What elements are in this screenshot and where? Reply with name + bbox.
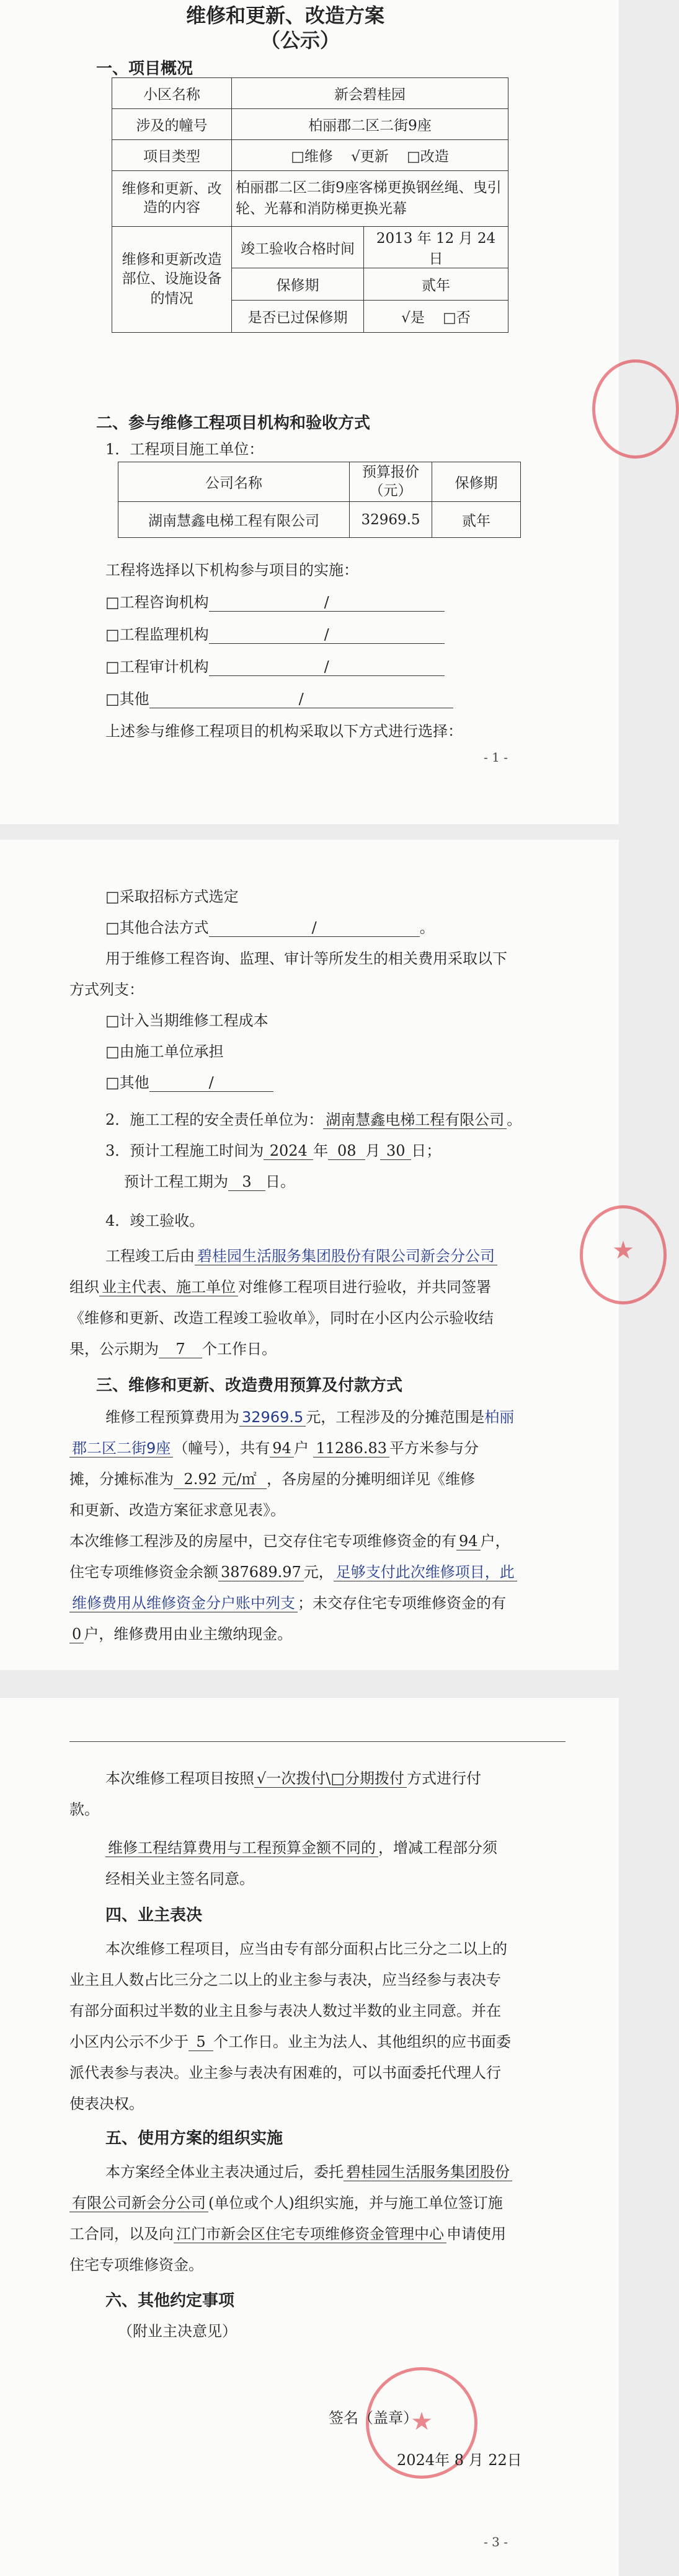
- acceptance-participants: 业主代表、施工单位: [99, 1278, 238, 1296]
- vote-line2: 业主且人数占比三分之二以上的业主参与表决，应当经参与表决专: [69, 1971, 501, 1989]
- contractor-budget: 32969.5: [350, 502, 432, 538]
- pay-option-cost: □计入当期维修工程成本: [105, 1012, 268, 1029]
- vote-line1: 本次维修工程项目，应当由专有部分面积占比三分之二以上的: [105, 1940, 507, 1958]
- schedule-year: 2024: [264, 1142, 313, 1160]
- org-line3: 工合同，以及向 江门市新会区住宅专项维修资金管理中心 申请使用: [69, 2225, 506, 2243]
- fund-balance: 387689.97: [218, 1563, 304, 1581]
- pay-option-other-blank: /: [149, 1074, 273, 1092]
- acceptance-date-value: 2013 年 12 月 24 日: [364, 227, 508, 268]
- section-3-title: 三、维修和更新、改造费用预算及付款方式: [96, 1376, 403, 1395]
- option-tender: □采取招标方式选定: [105, 888, 239, 905]
- acceptance-line4: 果，公示期为 7 个工作日。: [69, 1340, 277, 1358]
- budget-header: 预算报价（元）: [350, 462, 432, 502]
- settlement-line1: 维修工程结算费用与工程预算金额不同的 ，增减工程部分须: [105, 1835, 497, 1857]
- org-consulting: □工程咨询机构 /: [105, 590, 445, 612]
- households-count: 94: [270, 1440, 294, 1457]
- company-name-header: 公司名称: [118, 462, 350, 502]
- contractor-table: [118, 462, 521, 538]
- org-line2: 有限公司新会分公司 (单位或个人)组织实施，并与施工单位签订施: [69, 2191, 503, 2212]
- project-type-options: [232, 140, 508, 171]
- type-option-repair: □维修: [291, 149, 333, 165]
- work-content-label: 维修和更新、改造的内容: [112, 171, 232, 227]
- red-seal-stamp: ★: [580, 1205, 667, 1304]
- vote-line3: 有部分面积过半数的业主且参与表决人数过半数的业主同意。并在: [69, 2002, 501, 2020]
- option-other-method-blank: /: [209, 919, 420, 937]
- payment-line1: 本次维修工程项目按照 √一次拨付\□分期拨付 方式进行付: [105, 1770, 482, 1787]
- document-title: 维修和更新、改造方案: [186, 4, 385, 27]
- acceptance-organizer: 碧桂园生活服务集团股份有限公司新会分公司: [195, 1247, 497, 1265]
- org-audit-blank: /: [209, 658, 445, 676]
- pay-option-contractor: □由施工单位承担: [105, 1043, 224, 1060]
- option-other-method: □其他合法方式 / 。: [105, 919, 435, 936]
- warranty-expired-options: [364, 301, 508, 333]
- budget-line5: 本次维修工程涉及的房屋中，已交存住宅专项维修资金的有 94 户，: [69, 1532, 510, 1550]
- section-1-title: 一、项目概况: [96, 59, 193, 78]
- budget-line3: 摊，分摊标准为 2.92 元/㎡ ，各房屋的分摊明细详见《维修: [69, 1467, 475, 1489]
- acceptance-line3: 《维修和更新、改造工程竣工验收单》，同时在小区内公示验收结: [69, 1309, 494, 1327]
- org-audit: □工程审计机构 /: [105, 654, 445, 676]
- red-seal-stamp: [592, 359, 679, 459]
- payment-line2: 款。: [69, 1801, 99, 1818]
- schedule-month: 08: [328, 1142, 365, 1160]
- signature-label: 签名（盖章）: [329, 2409, 418, 2427]
- signature-date: 2024年 8 月 22日: [397, 2451, 522, 2469]
- budget-line8: 0 户，维修费用由业主缴纳现金。: [69, 1622, 292, 1643]
- schedule-line: 3．预计工程施工时间为 2024 年 08 月 30 日；: [105, 1142, 442, 1159]
- project-overview-table: [112, 77, 508, 333]
- expired-no: □否: [443, 310, 471, 326]
- org-supervision: □工程监理机构 /: [105, 622, 445, 644]
- selection-method-line: 上述参与维修工程项目的机构采取以下方式进行选择：: [105, 723, 463, 740]
- org-line4: 住宅专项维修资金。: [69, 2256, 203, 2274]
- contractor-heading: 1．工程项目施工单位：: [105, 441, 264, 458]
- acceptance-heading: 4．竣工验收。: [105, 1212, 205, 1229]
- acceptance-line2: 组织 业主代表、施工单位 对维修工程项目进行验收，并共同签署: [69, 1278, 491, 1296]
- red-seal-stamp: ★: [366, 2367, 477, 2479]
- page-3: [0, 1698, 619, 2576]
- type-option-update: √更新: [351, 149, 389, 165]
- vote-line4: 小区内公示不少于 5 个工作日。业主为法人、其他组织的应书面委: [69, 2033, 511, 2051]
- contractor-warranty: 贰年: [432, 502, 521, 538]
- warranty-header: 保修期: [432, 462, 521, 502]
- section-5-title: 五、使用方案的组织实施: [105, 2129, 283, 2148]
- section-6-title: 六、其他约定事项: [105, 2292, 235, 2310]
- type-option-renovate: □改造: [407, 149, 449, 165]
- document-subtitle: （公示）: [260, 29, 340, 52]
- vote-publicity-days: 5: [189, 2033, 213, 2051]
- acceptance-line1: 工程竣工后由 碧桂园生活服务集团股份有限公司新会分公司: [105, 1244, 497, 1265]
- unfunded-households: 0: [69, 1625, 84, 1643]
- fee-paragraph-line1: 用于维修工程咨询、监理、审计等所发生的相关费用采取以下: [105, 950, 507, 967]
- community-name-label: 小区名称: [112, 78, 232, 109]
- fee-paragraph-line2: 方式列支：: [69, 981, 144, 998]
- community-name-value: 新会碧桂园: [232, 78, 508, 109]
- budget-amount: 32969.5: [239, 1409, 306, 1426]
- building-no-value: 柏丽郡二区二街9座: [232, 109, 508, 140]
- safety-unit-line: 2．施工工程的安全责任单位为： 湖南慧鑫电梯工程有限公司 。: [105, 1111, 522, 1128]
- org-consulting-blank: /: [209, 594, 445, 612]
- page-number-1: - 1 -: [484, 750, 508, 765]
- safety-unit-value: 湖南慧鑫电梯工程有限公司: [323, 1111, 507, 1129]
- budget-scope: 郡二区二街9座: [69, 1440, 173, 1457]
- org-other-blank: /: [149, 690, 453, 708]
- budget-line4: 和更新、改造方案征求意见表》。: [69, 1501, 285, 1519]
- building-no-label: 涉及的幢号: [112, 109, 232, 140]
- org-other: □其他 /: [105, 687, 453, 708]
- acceptance-date-label: 竣工验收合格时间: [232, 227, 364, 268]
- vote-line6: 使表决权。: [69, 2095, 144, 2112]
- budget-line6: 住宅专项维修资金余额 387689.97 元， 足够支付此次维修项目，此: [69, 1560, 517, 1581]
- budget-line1: 维修工程预算费用为 32969.5 元，工程涉及的分摊范围是柏丽: [105, 1409, 515, 1426]
- pay-option-other: □其他 /: [105, 1070, 273, 1092]
- publicity-days: 7: [159, 1340, 202, 1358]
- schedule-day: 30: [380, 1142, 411, 1160]
- duration-line: 预计工程工期为 3 日。: [124, 1173, 295, 1190]
- total-area: 11286.83: [313, 1440, 389, 1457]
- implementing-org: 碧桂园生活服务集团股份: [344, 2163, 512, 2181]
- warranty-expired-label: 是否已过保修期: [232, 301, 364, 333]
- contractor-name: 湖南慧鑫电梯工程有限公司: [118, 502, 350, 538]
- duration-value: 3: [228, 1173, 265, 1191]
- project-type-label: 项目类型: [112, 140, 232, 171]
- expired-yes: √是: [401, 310, 425, 326]
- page-number-3: - 3 -: [484, 2534, 508, 2549]
- fund-center: 江门市新会区住宅专项维修资金管理中心: [174, 2225, 446, 2243]
- page-2: [0, 840, 634, 1670]
- warranty-label: 保修期: [232, 268, 364, 301]
- org-select-line: 工程将选择以下机构参与项目的实施：: [105, 561, 358, 579]
- top-rule: [69, 1741, 566, 1742]
- settlement-line2: 经相关业主签名同意。: [105, 1870, 254, 1888]
- page-1: [0, 0, 619, 824]
- org-supervision-blank: /: [209, 626, 445, 644]
- section-4-title: 四、业主表决: [105, 1906, 203, 1925]
- share-standard: 2.92 元/㎡: [174, 1467, 267, 1489]
- work-content-value: 柏丽郡二区二街9座客梯更换钢丝绳、曳引轮、光幕和消防梯更换光幕: [232, 171, 508, 227]
- section-2-title: 二、参与维修工程项目机构和验收方式: [96, 414, 371, 433]
- funded-households: 94: [456, 1532, 481, 1550]
- budget-line2: 郡二区二街9座 （幢号），共有 94 户 11286.83 平方米参与分: [69, 1436, 479, 1457]
- warranty-value: 贰年: [364, 268, 508, 301]
- facility-condition-label: 维修和更新改造部位、设施设备的情况: [112, 227, 232, 333]
- section-6-note: （附业主决意见）: [118, 2323, 237, 2340]
- vote-line5: 派代表参与表决。业主参与表决有困难的，可以书面委托代理人行: [69, 2064, 501, 2081]
- org-line1: 本方案经全体业主表决通过后，委托 碧桂园生活服务集团股份: [105, 2160, 512, 2181]
- payment-method: √一次拨付\□分期拨付: [254, 1770, 407, 1788]
- budget-line7: 维修费用从维修资金分户账中列支 ；未交存住宅专项维修资金的有: [69, 1591, 506, 1612]
